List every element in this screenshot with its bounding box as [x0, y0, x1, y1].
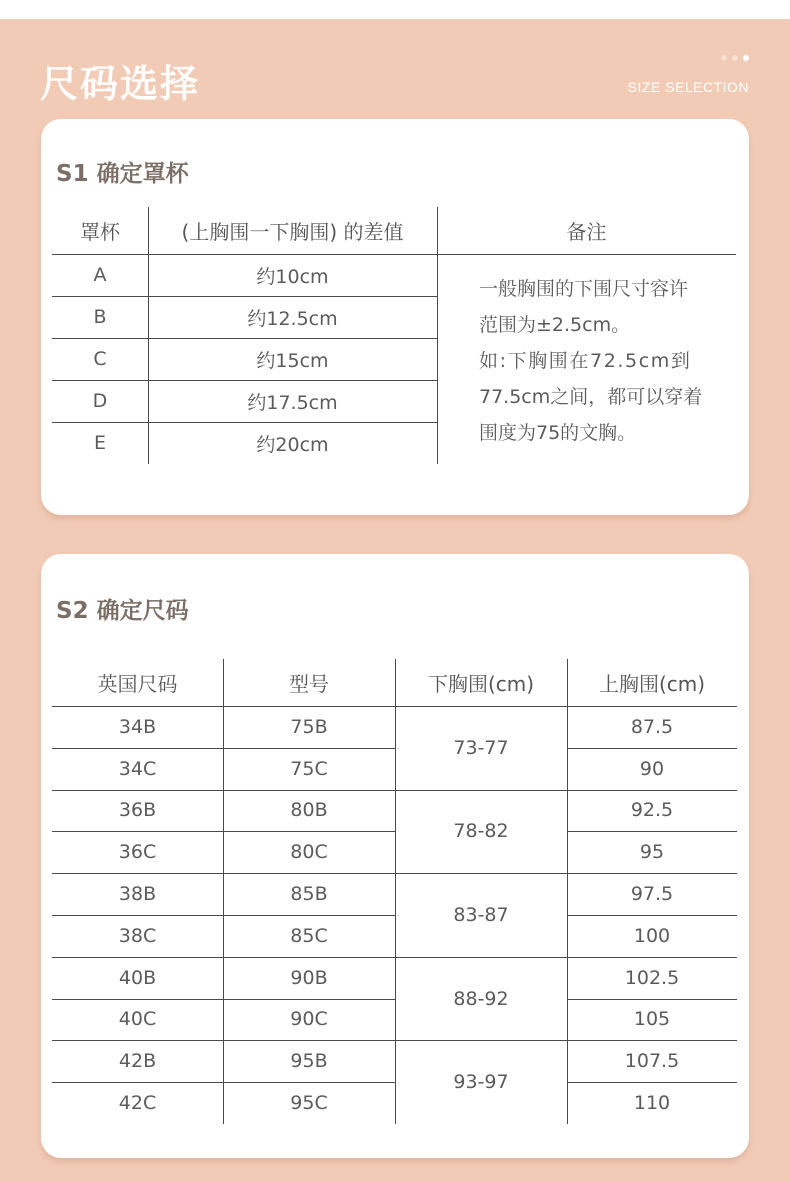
- size-table-cell: 107.5: [624, 1050, 680, 1073]
- size-table-cell: 90: [639, 757, 665, 780]
- table-divider: [223, 659, 224, 1124]
- size-table-header: 英国尺码: [97, 672, 178, 696]
- size-table-cell: 102.5: [624, 966, 680, 989]
- cup-section-title: S1 确定罩杯: [56, 161, 189, 187]
- size-table-cell: 34C: [118, 757, 157, 780]
- cup-size-card: [41, 119, 749, 515]
- size-table-cell: 97.5: [630, 883, 674, 906]
- note-line: 围度为75的文胸。: [479, 422, 637, 444]
- size-table-cell: 40B: [118, 966, 157, 989]
- size-table-cell: 75C: [290, 757, 328, 780]
- cup-note: [479, 271, 729, 451]
- size-table-cell: 85B: [290, 883, 328, 906]
- size-table-cell: 92.5: [630, 799, 674, 822]
- size-table-cell: 85C: [290, 924, 328, 947]
- size-table-header: 下胸围(cm): [427, 672, 535, 696]
- cup-table-cell: D: [92, 390, 108, 412]
- cup-table-cell: 约12.5cm: [247, 307, 338, 330]
- cup-table-cell: E: [93, 432, 106, 454]
- cup-table-cell: A: [93, 264, 107, 286]
- size-table-underbust: 73-77: [453, 736, 509, 759]
- size-table-cell: 100: [633, 924, 671, 947]
- size-table-cell: 87.5: [630, 715, 674, 738]
- table-divider: [567, 659, 568, 1124]
- cup-table-cell: 约15cm: [256, 349, 329, 372]
- cup-table-cell: 约10cm: [256, 265, 329, 288]
- page-title: 尺码选择: [40, 62, 201, 106]
- size-table-cell: 95: [639, 841, 665, 864]
- dot-icon-active: [743, 55, 749, 61]
- dot-icon: [721, 55, 727, 61]
- cup-table-header: (上胸围一下胸围) 的差值: [181, 220, 404, 244]
- cup-table-header: 备注: [566, 220, 607, 244]
- size-table-header: 上胸围(cm): [598, 672, 706, 696]
- page-background: [0, 19, 790, 1182]
- size-table-cell: 80C: [290, 841, 328, 864]
- size-table-cell: 34B: [118, 715, 157, 738]
- size-table-underbust: 78-82: [453, 820, 509, 843]
- table-divider: [437, 207, 438, 464]
- size-table-cell: 38C: [118, 924, 157, 947]
- size-table-cell: 80B: [290, 799, 328, 822]
- table-divider: [148, 207, 149, 464]
- size-table-cell: 90B: [290, 966, 328, 989]
- size-table-cell: 36C: [118, 841, 157, 864]
- size-table-cell: 42B: [118, 1050, 157, 1073]
- note-line: 77.5cm之间，都可以穿着: [479, 386, 703, 408]
- size-table-cell: 90C: [290, 1008, 328, 1031]
- decorative-dots: [721, 55, 749, 61]
- cup-table-cell: 约17.5cm: [247, 391, 338, 414]
- size-table-header: 型号: [289, 672, 329, 696]
- cup-table-cell: B: [93, 306, 107, 328]
- size-table-cell: 40C: [118, 1008, 157, 1031]
- size-table-cell: 42C: [118, 1092, 157, 1115]
- size-table-cell: 110: [633, 1092, 671, 1115]
- note-line: 一般胸围的下围尺寸容许: [479, 278, 689, 300]
- cup-table-cell: C: [93, 348, 107, 370]
- size-table-cell: 36B: [118, 799, 157, 822]
- size-table-cell: 95C: [290, 1092, 328, 1115]
- note-line: 范围为±2.5cm。: [479, 314, 631, 336]
- size-table-cell: 38B: [118, 883, 157, 906]
- size-card: [41, 554, 749, 1158]
- size-table-underbust: 88-92: [453, 987, 509, 1010]
- page-subtitle: SIZE SELECTION: [627, 79, 749, 95]
- table-divider: [395, 659, 396, 1124]
- cup-table-cell: 约20cm: [256, 433, 329, 456]
- size-table-underbust: 83-87: [453, 903, 509, 926]
- size-table-underbust: 93-97: [453, 1071, 509, 1094]
- size-table-cell: 105: [633, 1008, 671, 1031]
- size-section-title: S2 确定尺码: [56, 598, 189, 624]
- note-line: 如:下胸围在72.5cm到: [479, 350, 692, 372]
- size-table-cell: 75B: [290, 715, 328, 738]
- cup-table-header: 罩杯: [80, 220, 120, 244]
- dot-icon: [732, 55, 738, 61]
- size-table-cell: 95B: [290, 1050, 328, 1073]
